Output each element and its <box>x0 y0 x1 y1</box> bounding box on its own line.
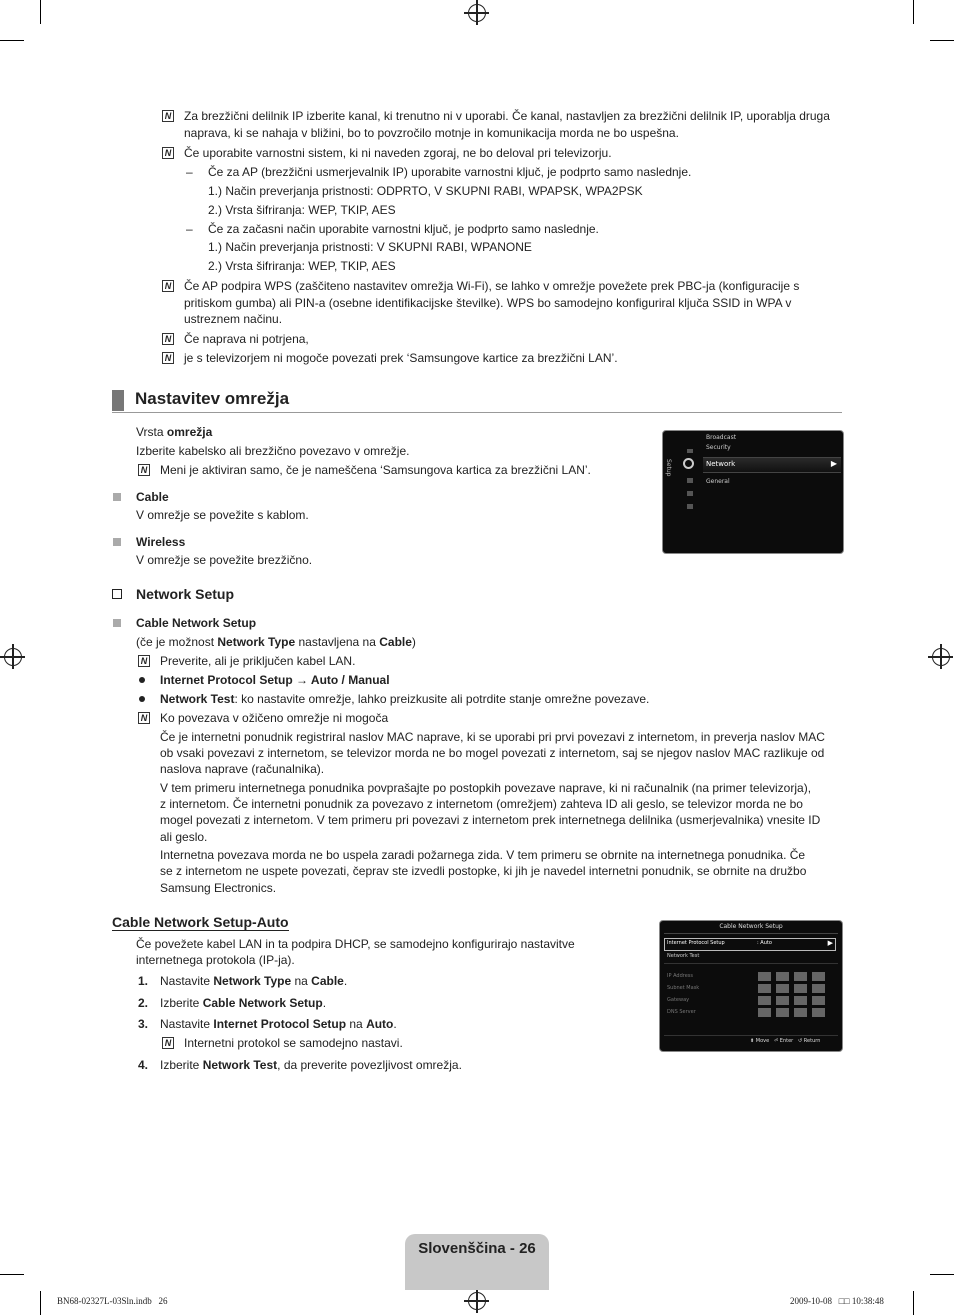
auto-intro: Če povežete kabel LAN in ta podpira DHCP, se samodejno konfigurirajo nastavitve <box>136 937 575 951</box>
row-value: : Auto <box>757 940 772 946</box>
menu-item-label: Network <box>706 460 736 468</box>
field-label: Subnet Mask <box>667 985 700 991</box>
crop-mark <box>930 40 954 41</box>
divider <box>664 963 838 964</box>
menu-item: Broadcast <box>706 434 737 441</box>
menu-item-selected[interactable] <box>703 457 841 473</box>
page-label: Slovenščina - 26 <box>418 1240 536 1257</box>
heading-bar <box>112 390 124 411</box>
crop-mark <box>0 40 24 41</box>
note-text: ustreznem načinu. <box>184 312 283 326</box>
note-icon: N <box>138 655 150 667</box>
step-text: Izberite Network Test, da preverite povezljivost omrežja. <box>160 1058 462 1072</box>
para-line: Samsung Electronics. <box>160 881 277 895</box>
crop-mark <box>40 1291 41 1315</box>
square-bullet <box>113 493 121 501</box>
note-text: 1.) Način preverjanja pristnosti: V SKUPNI RABI, WPANONE <box>208 240 532 254</box>
para-line: ob vsaki povezavi z internetom, se televizor morda ne bo mogel povezati z internetom, saj se njegov naslov MAC razlikuje od <box>160 746 825 760</box>
arrow-right-icon: ▶ <box>827 939 833 947</box>
dash: – <box>186 165 193 179</box>
note-text: Za brezžični delilnik IP izberite kanal, ki trenutno ni v uporabi. Če kanal, nastavljen za brezžični delilnik IP, uporablja druga <box>184 109 830 123</box>
move-icon: ⬍ <box>750 1038 755 1044</box>
step-note: Internetni protokol se samodejno nastavi. <box>184 1036 403 1050</box>
return-icon: ↺ <box>798 1038 803 1044</box>
menu-item: General <box>706 478 730 485</box>
print-date-info: 2009-10-08 □□ 10:38:48 <box>790 1296 884 1306</box>
field-label: IP Address <box>667 973 693 979</box>
cns-condition: (če je možnost Network Type nastavljena na Cable) <box>136 635 416 649</box>
osd-footer <box>750 1038 820 1044</box>
registration-mark-icon <box>932 648 950 666</box>
vrsta-desc: Izberite kabelsko ali brezžično povezavo v omrežje. <box>136 444 410 458</box>
note-text: pritiskom gumba) ali PIN-a (osebne identifikacijske številke). WPS bo samodejno konfiguriral ključa SSID in WPA v <box>184 296 792 310</box>
cable-desc: V omrežje se povežite s kablom. <box>136 508 309 522</box>
para-line: se z internetom ne uspete povezati, čeprav ste izvedli postopke, ki jih je navedel internetni ponudnik, se obrnite na družbo <box>160 864 807 878</box>
crop-mark <box>0 1274 24 1275</box>
setup-menu-screenshot <box>662 430 844 554</box>
gear-icon <box>683 458 694 469</box>
note-text: Če uporabite varnostni sistem, ki ni naveden zgoraj, ne bo deloval pri televizorju. <box>184 146 612 160</box>
bullet-dot <box>139 677 145 683</box>
row-label: Internet Protocol Setup <box>667 940 725 946</box>
auto-intro: internetnega protokola (IP-ja). <box>136 953 295 967</box>
cable-network-setup-screenshot <box>659 920 843 1052</box>
bullet-dot <box>139 696 145 702</box>
footer-move: Move <box>755 1038 770 1044</box>
cable-title: Cable <box>136 490 169 504</box>
note-icon: N <box>162 333 174 345</box>
para-line: ali geslo. <box>160 830 208 844</box>
auto-title: Cable Network Setup-Auto <box>112 914 289 930</box>
registration-mark-icon <box>468 4 486 22</box>
section-title: Nastavitev omrežja <box>135 389 290 408</box>
divider <box>664 933 838 934</box>
para-line: V tem primeru internetnega ponudnika povprašajte po postopkih povezave naprave, ki ni računalnik (na primer televizorja), <box>160 781 812 795</box>
osd-title: Cable Network Setup <box>719 923 783 930</box>
cns-note: Preverite, ali je priključen kabel LAN. <box>160 654 356 668</box>
ip-setup-row[interactable] <box>664 938 836 951</box>
ip-address-fields[interactable] <box>758 972 826 1030</box>
dash: – <box>186 222 193 236</box>
step-num: 2. <box>138 996 149 1010</box>
note-icon: N <box>162 147 174 159</box>
cns-note-2: Ko povezava v ožičeno omrežje ni mogoča <box>160 711 389 725</box>
print-file-info: BN68-02327L-03Sln.indb 26 <box>57 1296 168 1306</box>
para-line: z internetom. Če internetni ponudnik za povezavo z internetom (omrežjem) zahteva ID ali geslo, se televizor morda ne bo <box>160 797 803 811</box>
note-text: 1.) Način preverjanja pristnosti: ODPRTO, V SKUPNI RABI, WPAPSK, WPA2PSK <box>208 184 643 198</box>
cns-bullet-1: Internet Protocol Setup → Auto / Manual <box>160 673 390 687</box>
field-label: Gateway <box>667 997 690 1003</box>
crop-mark <box>40 0 41 24</box>
step-num: 3. <box>138 1017 149 1031</box>
note-icon: N <box>138 464 150 476</box>
note-text: je s televizorjem ni mogoče povezati prek ‘Samsungove kartice za brezžični LAN’. <box>184 351 618 365</box>
square-bullet <box>113 619 121 627</box>
menu-side-label: Setup <box>665 459 672 477</box>
arrow-right-icon: ▶ <box>830 459 837 468</box>
vrsta-note: Meni je aktiviran samo, če je nameščena ‘Samsungova kartica za brezžični LAN’. <box>160 463 591 477</box>
step-text: Nastavite Network Type na Cable. <box>160 974 348 988</box>
wireless-title: Wireless <box>136 535 186 549</box>
note-text: Če za začasni način uporabite varnostni ključ, je podprto samo naslednje. <box>208 222 599 236</box>
cns-title: Cable Network Setup <box>136 616 257 630</box>
menu-item: Security <box>706 444 731 451</box>
note-icon: N <box>162 110 174 122</box>
crop-mark <box>913 0 914 24</box>
vrsta-title: Vrsta omrežja <box>136 425 213 439</box>
note-text: 2.) Vrsta šifriranja: WEP, TKIP, AES <box>208 259 396 273</box>
para-line: Če je internetni ponudnik registriral naslov MAC naprave, ki se uporabi pri prvi povezavi z internetom, in preverja naslov MAC <box>160 730 825 744</box>
note-text: Če naprava ni potrjena, <box>184 332 309 346</box>
wireless-desc: V omrežje se povežite brezžično. <box>136 553 313 567</box>
para-line: naslova naprave (računalnika). <box>160 762 325 776</box>
note-text: naprava, ki se nahaja v bližini, bo to povzročilo motnje in komunikacija morda ne bo uspešna. <box>184 126 679 140</box>
cns-bullet-2: Network Test: ko nastavite omrežje, lahko preizkusite ali potrdite stanje omrežne povezave. <box>160 692 650 706</box>
note-text: Če za AP (brezžični usmerjevalnik IP) uporabite varnostni ključ, je podprto samo naslednje. <box>208 165 692 179</box>
menu-icon <box>687 449 693 453</box>
note-icon: N <box>162 1037 174 1049</box>
para-line: mogel povezati z internetom. V tem primeru pri povezavi z internetom prek internetnega delilnika (usmerjevalnika) vnesite ID <box>160 813 821 827</box>
divider <box>664 1035 838 1036</box>
note-icon: N <box>162 352 174 364</box>
note-text: Če AP podpira WPS (zaščiteno nastavitev omrežja Wi-Fi), se lahko v omrežje povežete prek PBC-ja (konfiguracije s <box>184 279 800 293</box>
crop-mark <box>913 1291 914 1315</box>
network-test-row[interactable]: Network Test <box>667 953 700 959</box>
checkbox-bullet <box>112 589 122 599</box>
footer-return: Return <box>803 1038 821 1044</box>
heading-rule <box>112 412 842 413</box>
registration-mark-icon <box>468 1292 486 1310</box>
note-icon: N <box>162 280 174 292</box>
enter-icon: ⏎ <box>774 1038 779 1044</box>
step-num: 1. <box>138 974 149 988</box>
menu-icon <box>687 478 693 483</box>
para-line: Internetna povezava morda ne bo uspela zaradi požarnega zida. V tem primeru se obrnite na internetnega ponudnika. Če <box>160 848 806 862</box>
note-icon: N <box>138 712 150 724</box>
field-label: DNS Server <box>667 1009 696 1015</box>
crop-mark <box>930 1274 954 1275</box>
registration-mark-icon <box>4 648 22 666</box>
step-text: Izberite Cable Network Setup. <box>160 996 327 1010</box>
step-text: Nastavite Internet Protocol Setup na Auto. <box>160 1017 397 1031</box>
square-bullet <box>113 538 121 546</box>
step-num: 4. <box>138 1058 149 1072</box>
menu-icon <box>687 491 693 496</box>
note-text: 2.) Vrsta šifriranja: WEP, TKIP, AES <box>208 203 396 217</box>
footer-enter: Enter <box>779 1038 794 1044</box>
network-setup-title: Network Setup <box>136 586 235 602</box>
menu-icon <box>687 504 693 509</box>
